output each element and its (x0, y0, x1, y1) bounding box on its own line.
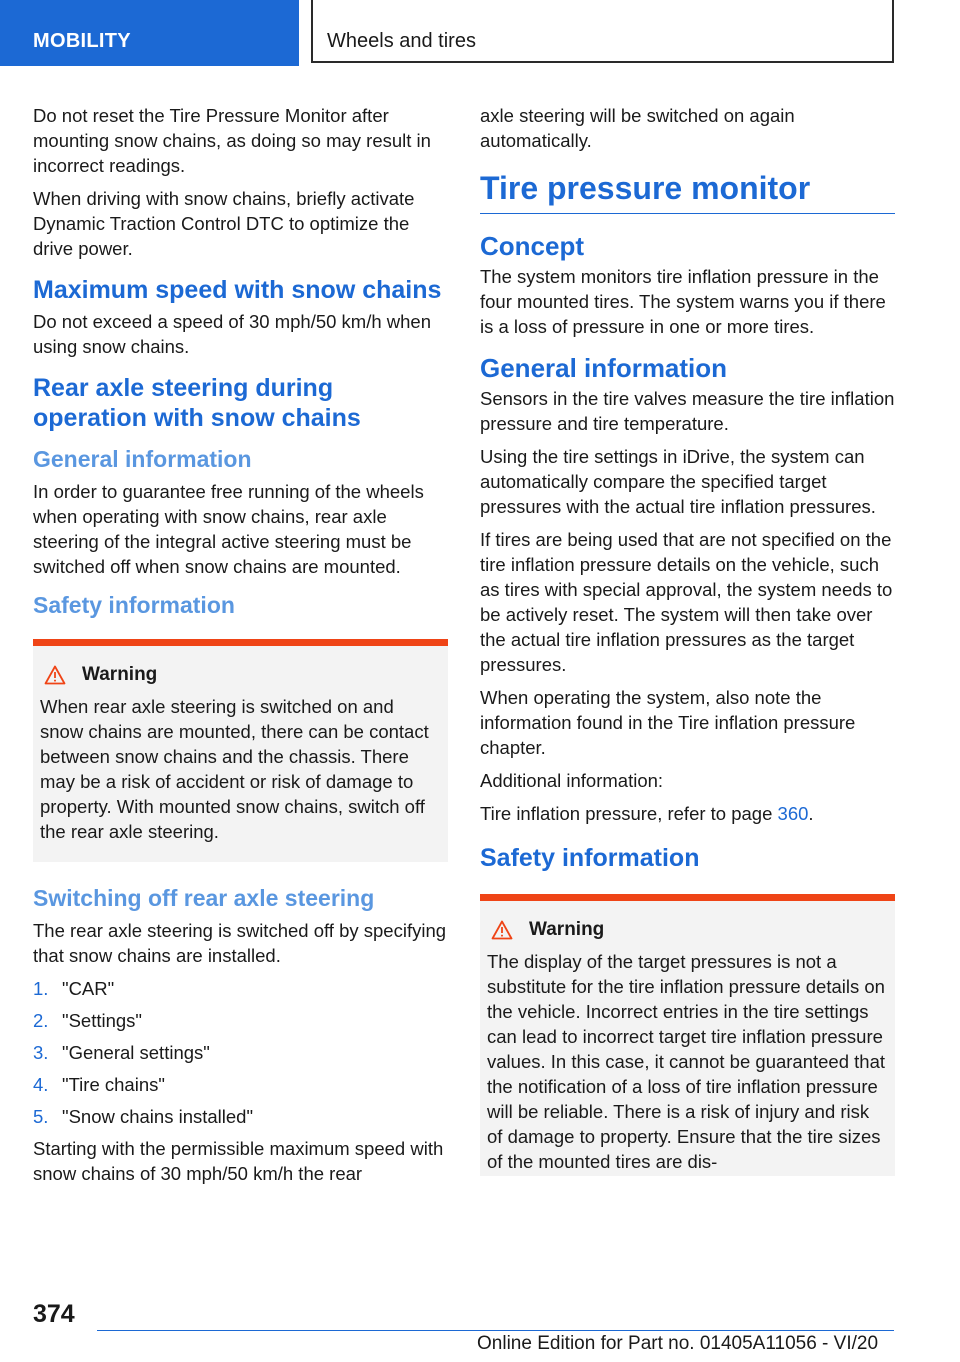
footer-edition: Online Edition for Part no. 01405A11056 - VI/20 (477, 1333, 879, 1354)
heading-switching-off: Switching off rear axle steering (33, 885, 375, 911)
reference-text: Tire inflation pressure, refer to page (480, 803, 778, 824)
warning-header (40, 664, 440, 686)
warning-triangle-icon (491, 920, 513, 940)
paragraph: The system monitors tire inflation pressure in the four mounted tires. The system warns you if there is a loss of pressure in one or more tires. (480, 266, 886, 337)
step-number: 5. (33, 1106, 49, 1127)
page-number: 374 (33, 1300, 75, 1328)
list-item (33, 1008, 448, 1033)
left-column (33, 103, 448, 1194)
warning-title: Warning (82, 664, 158, 685)
paragraph: Sensors in the tire valves measure the tire inflation pressure and tire temperature. (480, 388, 895, 434)
step-text: "Settings" (62, 1010, 142, 1031)
list-item (33, 1072, 448, 1097)
step-text: "Snow chains installed" (62, 1106, 254, 1127)
step-number: 4. (33, 1074, 49, 1095)
paragraph: Starting with the permissible maximum speed with snow chains of 30 mph/50 km/h the rear (33, 1138, 444, 1184)
warning-header (487, 919, 887, 941)
step-number: 3. (33, 1042, 49, 1063)
paragraph: Using the tire settings in iDrive, the system can automatically compare the specified target pressures with the actual tire inflation pressures. (480, 446, 876, 517)
section-tab (0, 0, 299, 66)
chapter-title: Wheels and tires (327, 30, 476, 52)
warning-box (480, 894, 895, 1176)
paragraph: Do not exceed a speed of 30 mph/50 km/h when using snow chains. (33, 311, 432, 357)
steps-list (33, 976, 448, 1129)
step-number: 2. (33, 1010, 49, 1031)
paragraph: Do not reset the Tire Pressure Monitor after mounting snow chains, as doing so may result in incorrect readings. (33, 105, 431, 176)
heading-general-information: General information (480, 353, 728, 383)
section-title: MOBILITY (33, 30, 131, 52)
paragraph: The rear axle steering is switched off by specifying that snow chains are installed. (33, 920, 447, 966)
page-header (0, 0, 960, 66)
warning-triangle-icon (44, 665, 66, 685)
paragraph: When operating the system, also note the information found in the Tire inflation pressure chapter. (480, 687, 856, 758)
chapter-tab (311, 0, 894, 63)
warning-title: Warning (529, 919, 605, 940)
step-text: "CAR" (62, 978, 115, 999)
paragraph: Additional information: (480, 770, 664, 791)
right-column (480, 103, 895, 1176)
warning-text: The display of the target pressures is not a substitute for the tire inflation pressure details on the vehicle. Incorrect entries in the tire settings can lead to incorrect target tire inflation pressure values. In this case, it cannot be guaranteed that the notification of a loss of tire inflation pressure will be reliable. There is a risk of injury and risk of damage to property. Ensure that the tire sizes of the mounted tires are dis- (487, 951, 886, 1172)
warning-box (33, 639, 448, 862)
step-text: "General settings" (62, 1042, 210, 1063)
paragraph: When driving with snow chains, briefly activate Dynamic Traction Control DTC to optimize the drive power. (33, 188, 415, 259)
heading-concept: Concept (480, 231, 584, 261)
paragraph: In order to guarantee free running of the wheels when operating with snow chains, rear axle steering of the integral active steering must be switched off when snow chains are mounted. (33, 481, 424, 577)
heading-safety-information: Safety information (33, 592, 235, 618)
warning-text: When rear axle steering is switched on and snow chains are mounted, there can be contact between snow chains and the chassis. There may be a risk of accident or risk of damage to property. With mounted snow chains, switch off the rear axle steering. (40, 696, 429, 842)
list-item (33, 976, 448, 1001)
heading-general-information: General information (33, 446, 252, 472)
list-item (33, 1040, 448, 1065)
step-number: 1. (33, 978, 49, 999)
paragraph: axle steering will be switched on again automatically. (480, 105, 795, 151)
paragraph: If tires are being used that are not specified on the tire inflation pressure details on the vehicle, such as tires with special approval, the system needs to be actively reset. The system will then take over the actual tire inflation pressures as the target pressures. (480, 529, 893, 675)
heading-tire-pressure-monitor: Tire pressure monitor (480, 169, 895, 214)
paragraph-page-reference (480, 801, 895, 826)
heading-max-speed: Maximum speed with snow chains (33, 276, 442, 304)
footer-divider (97, 1330, 894, 1331)
page-link[interactable]: 360 (777, 803, 809, 824)
reference-suffix: . (808, 803, 814, 824)
list-item (33, 1104, 448, 1129)
step-text: "Tire chains" (62, 1074, 165, 1095)
heading-rear-axle-steering: Rear axle steering during operation with snow chains (33, 374, 361, 432)
heading-safety-information: Safety information (480, 844, 700, 872)
